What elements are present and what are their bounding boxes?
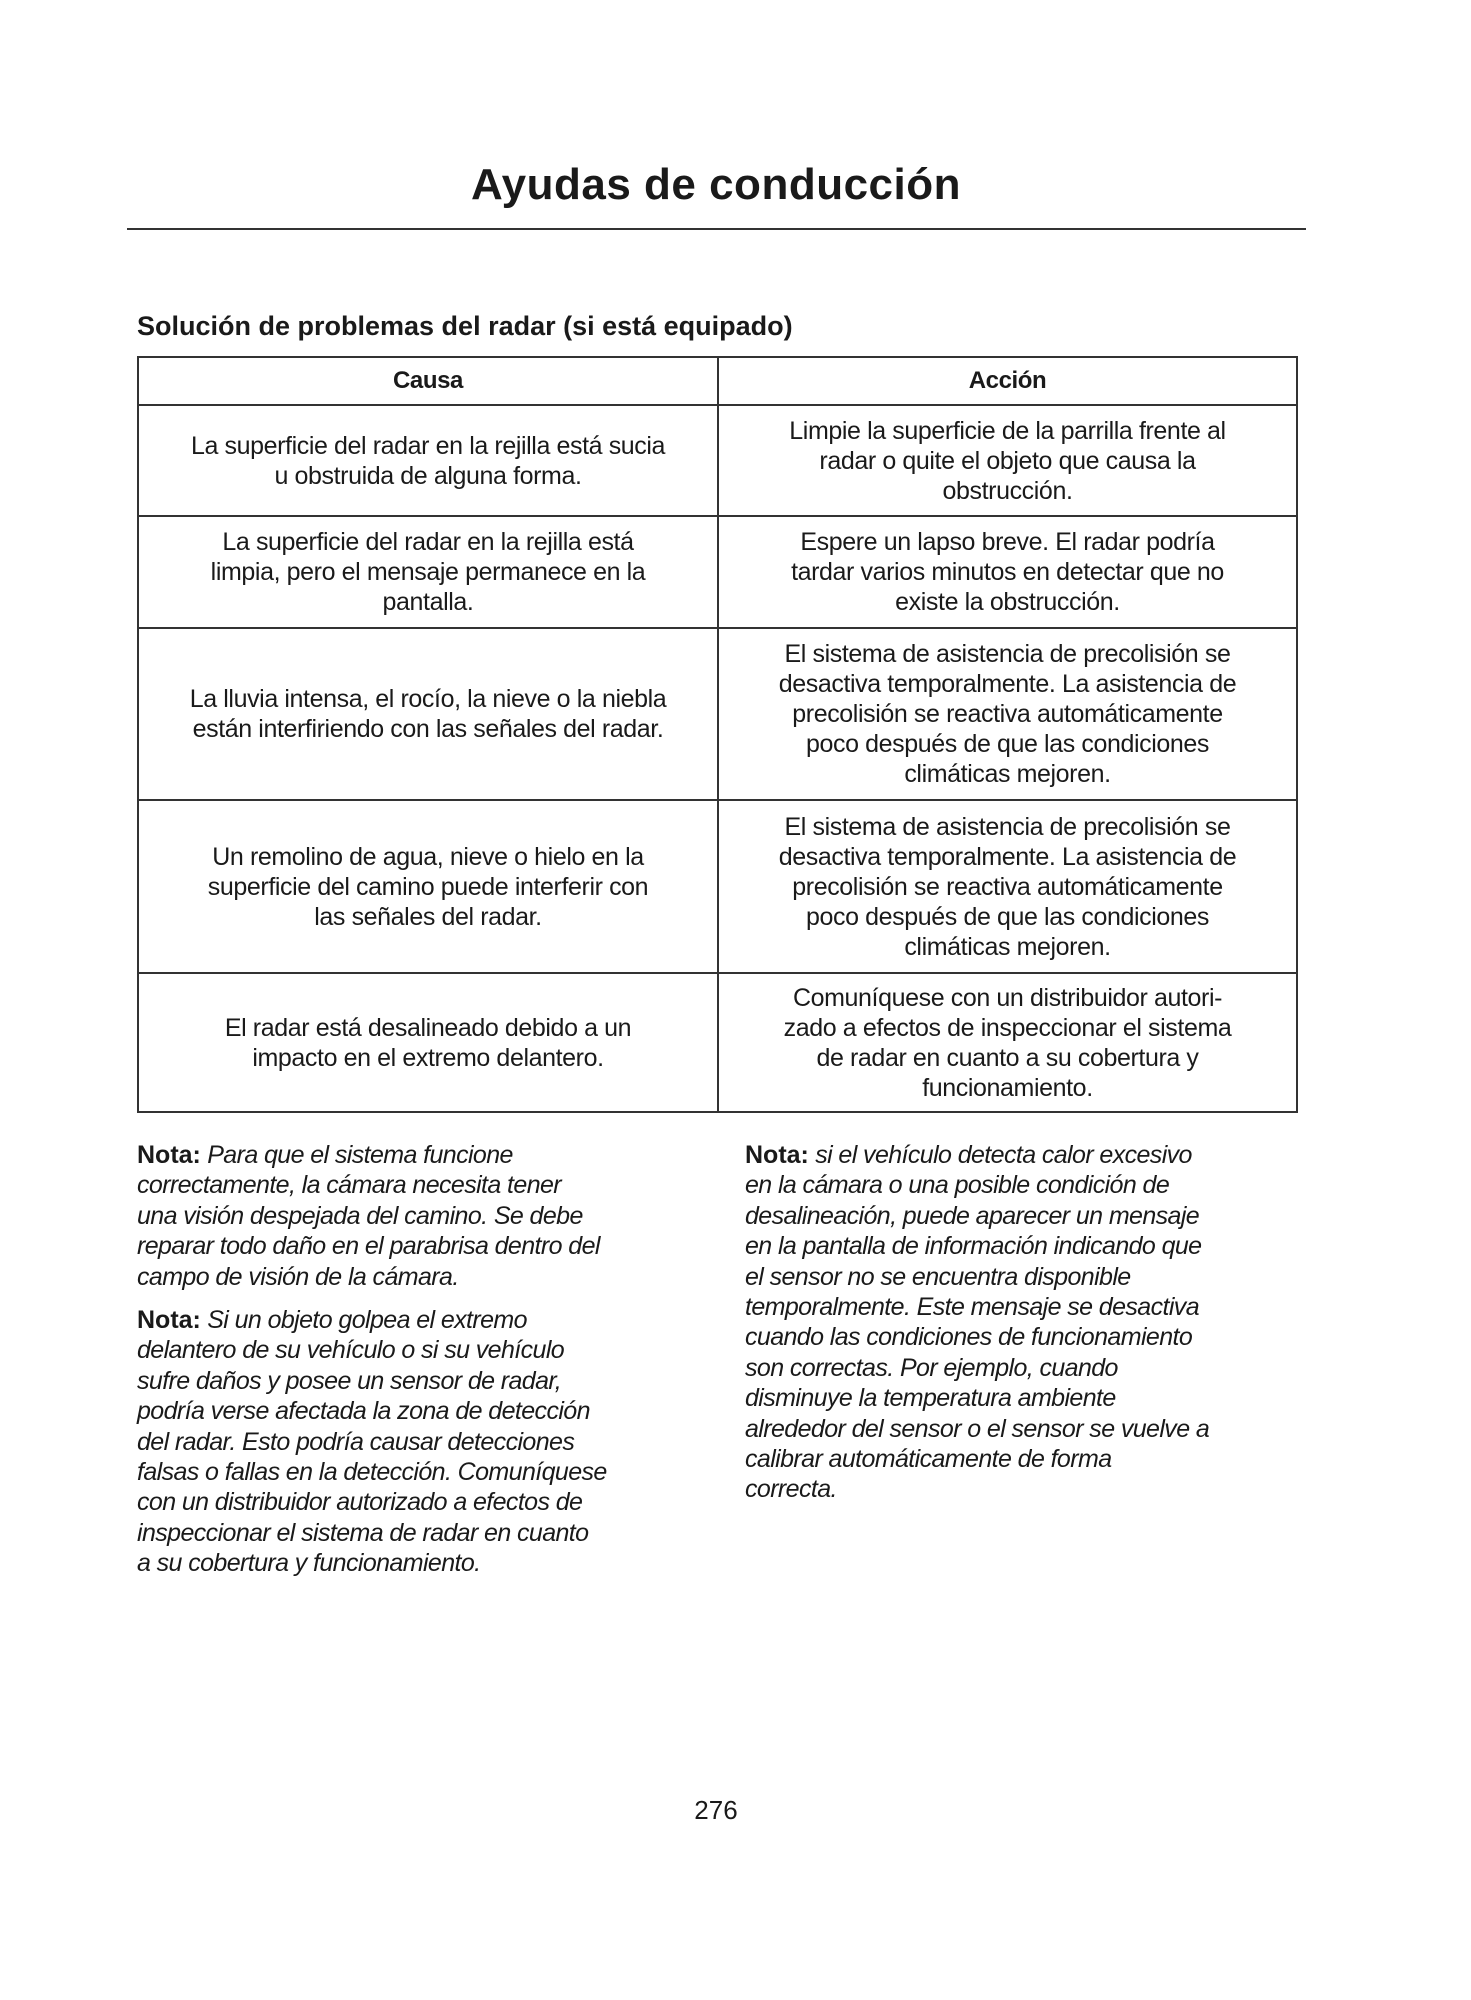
note-radar-impact: [137, 1305, 707, 1579]
action-cell: El sistema de asistencia de precolisión se desactiva temporalmente. La asistencia de precolisión se reactiva automáticamente poco después de que las condiciones climáticas mejoren.: [718, 800, 1297, 973]
note-text: Si un objeto golpea el extremo delantero de su vehículo o si su vehículo sufre daños y posee un sensor de radar, podría verse afectada la zona de detección del radar. Esto podría causar detecciones falsas o fallas en la detección. Comuníquese con un distribuidor autorizado a efectos de inspeccionar el sistema de radar en cuanto a su cobertura y funcionamiento.: [137, 1306, 607, 1578]
cause-cell: La superficie del radar en la rejilla está limpia, pero el mensaje permanece en la pantalla.: [138, 516, 718, 628]
table-row: [138, 405, 1297, 516]
table-row: [138, 800, 1297, 973]
page-title: Ayudas de conducción: [470, 160, 961, 209]
cause-cell: El radar está desalineado debido a un impacto en el extremo delantero.: [138, 973, 718, 1112]
cause-cell: Un remolino de agua, nieve o hielo en la superficie del camino puede interferir con las señales del radar.: [138, 800, 718, 973]
cause-cell: La lluvia intensa, el rocío, la nieve o la niebla están interfiriendo con las señales del radar.: [138, 628, 718, 800]
table-row: [138, 516, 1297, 628]
note-label: Nota:: [137, 1306, 201, 1334]
action-cell: Limpie la superficie de la parrilla frente al radar o quite el objeto que causa la obstrucción.: [718, 405, 1297, 516]
note-camera-heat: [745, 1140, 1315, 1505]
column-header-causa: Causa: [138, 357, 718, 405]
radar-troubleshooting-table: [137, 356, 1298, 1113]
action-cell: Comuníquese con un distribuidor autori- zado a efectos de inspeccionar el sistema de radar en cuanto a su cobertura y funcionamiento.: [718, 973, 1297, 1112]
page-number: 276: [694, 1795, 738, 1825]
column-header-accion: Acción: [718, 357, 1297, 405]
note-camera-view: [137, 1140, 707, 1292]
action-cell: Espere un lapso breve. El radar podría tardar varios minutos en detectar que no existe la obstrucción.: [718, 516, 1297, 628]
section-title: Solución de problemas del radar (si está equipado): [137, 311, 793, 341]
table-header-row: [138, 357, 1297, 405]
note-label: Nota:: [745, 1141, 809, 1169]
table-row: [138, 973, 1297, 1112]
note-text: Para que el sistema funcione correctamente, la cámara necesita tener una visión despejada del camino. Se debe reparar todo daño en el parabrisa dentro del campo de visión de la cámara.: [137, 1141, 600, 1291]
header-divider: [127, 228, 1306, 230]
action-cell: El sistema de asistencia de precolisión se desactiva temporalmente. La asistencia de precolisión se reactiva automáticamente poco después de que las condiciones climáticas mejoren.: [718, 628, 1297, 800]
table-row: [138, 628, 1297, 800]
cause-cell: La superficie del radar en la rejilla está sucia u obstruida de alguna forma.: [138, 405, 718, 516]
note-text: si el vehículo detecta calor excesivo en la cámara o una posible condición de desalineación, puede aparecer un mensaje en la pantalla de información indicando que el sensor no se encuentra disponible temporalmente. Este mensaje se desactiva cuando las condiciones de funcionamiento son correctas. Por ejemplo, cuando disminuye la temperatura ambiente alrededor del sensor o el sensor se vuelve a calibrar automáticamente de forma correcta.: [745, 1141, 1210, 1504]
note-label: Nota:: [137, 1141, 201, 1169]
